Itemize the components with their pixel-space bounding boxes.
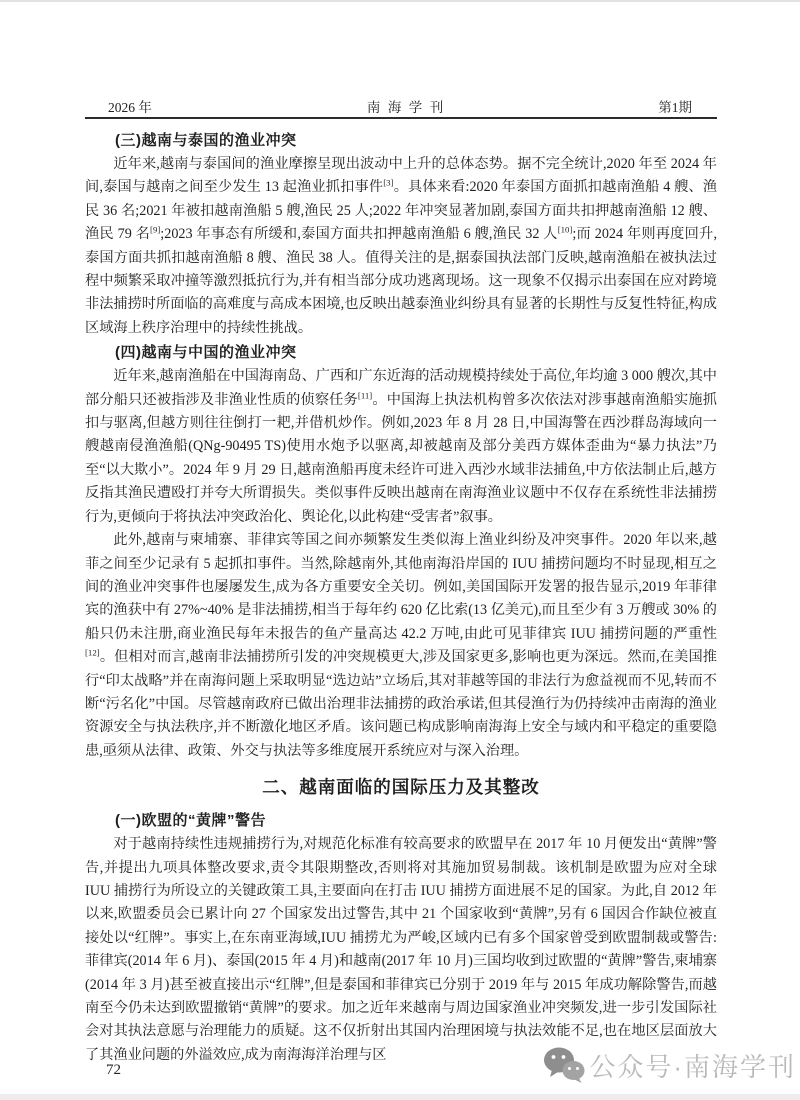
footnote-ref: [11] [357,389,373,400]
text-run: 。具体来看:2020 年泰国方面抓扣越南渔船 4 艘、渔民 36 名;2021 年被扣越南渔船 5 艘,渔民 25 人;2022 年冲突显著加剧,泰国方面共扣押越南渔船 12 艘、渔民 79 名 [85,179,717,243]
footnote-ref: [10] [557,224,573,235]
text-run: 。但相对而言,越南非法捕捞所引发的冲突规模更大,涉及国家更多,影响也更为深远。然而,在美国推行“印太战略”并在南海问题上采取明显“选边站”立场后,其对菲越等国的非法行为愈益视而不见,转而不断“污名化”中国。尽管越南政府已做出治理非法捕捞的政治承诺,但其侵渔行为仍持续冲击南海的渔业资源安全与执法秩序,并不断激化地区矛盾。该问题已构成影响南海海上安全与域内和平稳定的重要隐患,亟须从法律、政策、外交与执法等多维度展开系统应对与深入治理。 [85,649,717,759]
header-issue: 第1期 [658,100,692,115]
paragraph [85,529,717,763]
section-heading: 二、越南面临的国际压力及其整改 [262,777,540,798]
paragraph [85,833,717,1067]
watermark [542,1046,796,1084]
text-run: 对于越南持续性违规捕捞行为,对规范化标准有较高要求的欧盟早在 2017 年 10 月便发出“黄牌”警告,并提出九项具体整改要求,责令其限期整改,否则将对其施加贸易制裁。该机制是欧盟为应对全球 IUU 捕捞行为所设立的关键政策工具,主要面向在打击 IUU 捕捞方面进展不足的国家。为此,自 2012 年以来,欧盟委员会已累计向 27 个国家发出过警告,其中 21 个国家收到“黄牌”,另有 6 国因合作缺位被直接处以“红牌”。事实上,在东南亚海域,IUU 捕捞尤为严峻,区域内已有多个国家曾受到欧盟制裁或警告:菲律宾(2014 年 6 月)、泰国(2015 年 4 月)和越南(2017 年 10 月)三国均收到过欧盟的“黄牌”警告,柬埔寨(2014 年 3 月)甚至被直接出示“红牌”,但是泰国和菲律宾已分别于 2019 年与 2015 年成功解除警告,而越南至今仍未达到欧盟撤销“黄牌”的要求。加之近年来越南与周边国家渔业冲突频发,进一步引发国际社会对其执法意愿与治理能力的质疑。这不仅折射出其国内治理困境与执法效能不足,也在地区层面放大了其渔业问题的外溢效应,成为南海海洋治理与区 [85,836,717,1063]
page-header [108,96,692,116]
subsection-heading: (四)越南与中国的渔业冲突 [115,344,297,362]
paragraph [85,365,717,529]
wechat-icon [542,1046,586,1084]
text-run: ;而 2024 年则再度回升,泰国方面共抓扣越南渔船 8 艘、渔民 38 人。值得关注的是,据泰国执法部门反映,越南渔船在被执法过程中频繁采取冲撞等激烈抵抗行为,并有相当部分成功逃离现场。这一现象不仅揭示出泰国在应对跨境非法捕捞时所面临的高难度与高成本困境,也反映出越泰渔业纠纷具有显著的长期性与反复性特征,构成区域海上秩序治理中的持续性挑战。 [85,226,717,336]
paragraph [85,153,717,340]
subsection-heading: (一)欧盟的“黄牌”警告 [115,812,266,830]
text-run: 近年来,越南渔船在中国海南岛、广西和广东近海的活动规模持续处于高位,年均逾 3 000 艘次,其中部分船只还被指涉及非渔业性质的侦察任务 [85,368,717,408]
header-rule [85,117,717,119]
scan-bottom-edge [0,1094,800,1100]
footnote-ref: [9] [150,224,161,235]
scan-top-edge [0,0,800,2]
header-year: 2026 年 [108,100,152,115]
footnote-ref: [12] [85,647,100,658]
text-run: 此外,越南与柬埔寨、菲律宾等国之间亦频繁发生类似海上渔业纠纷及冲突事件。2020 年以来,越菲之间至少记录有 5 起抓扣事件。当然,除越南外,其他南海沿岸国的 IUU 捕捞问题均不时显现,相互之间的渔业冲突事件也屡屡发生,成为各方重要安全关切。例如,美国国际开发署的报告显示,2019 年菲律宾的渔获中有 27%~40% 是非法捕捞,相当于每年约 620 亿比索(13 亿美元),而且至少有 3 万艘或 30% 的船只仍未注册,商业渔民每年未报告的鱼产量高达 42.2 万吨,由此可见菲律宾 IUU 捕捞问题的严重性 [85,532,717,642]
text-run: 近年来,越南与泰国间的渔业摩擦呈现出波动中上升的总体态势。据不完全统计,2020 年至 2024 年间,泰国与越南之间至少发生 13 起渔业抓扣事件 [85,156,717,196]
article-body [85,128,717,1067]
footnote-ref: [3] [383,177,394,188]
subsection-heading: (三)越南与泰国的渔业冲突 [115,132,297,149]
page-number: 72 [106,1062,121,1078]
text-run: 。中国海上执法机构曾多次依法对涉事越南渔船实施抓扣与驱离,但越方则往往倒打一耙,并借机炒作。例如,2023 年 8 月 28 日,中国海警在西沙群岛海域向一艘越南侵渔渔船(QNg-90495 TS)使用水炮予以驱离,却被越南及部分美西方媒体歪曲为“暴力执法”乃至“以大欺小”。2024 年 9 月 29 日,越南渔船再度未经许可进入西沙水域非法捕鱼,中方依法制止后,越方反指其渔民遭殴打并夸大所谓损失。类似事件反映出越南在南海渔业议题中不仅存在系统性非法捕捞行为,更倾向于将执法冲突政治化、舆论化,以此构建“受害者”叙事。 [85,391,717,525]
header-journal-title: 南海学刊 [366,100,451,115]
watermark-text: 公众号·南海学刊 [589,1051,796,1082]
text-run: ;2023 年事态有所缓和,泰国方面共扣押越南渔船 6 艘,渔民 32 人 [160,226,558,243]
